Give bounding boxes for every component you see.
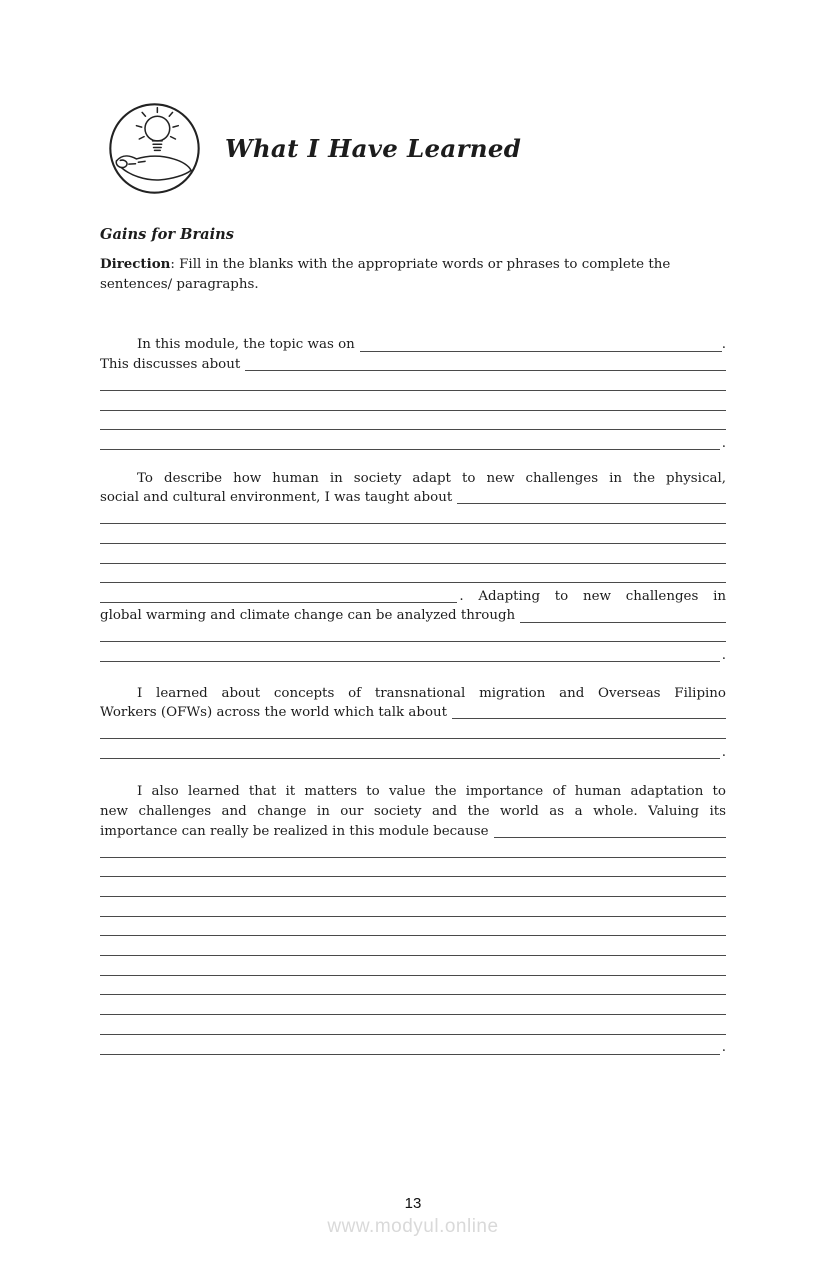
answer-blank-line — [100, 395, 726, 415]
answer-blank-line — [100, 547, 726, 567]
answer-blank-line — [100, 375, 726, 395]
answer-blank — [245, 370, 726, 371]
period: . — [721, 647, 726, 663]
paragraph-3 — [100, 684, 726, 763]
paragraph-text: social and cultural environment, I was taught about — [100, 490, 453, 506]
answer-blank-lines — [100, 723, 726, 743]
answer-blank — [360, 351, 722, 352]
direction-label: Direction — [100, 256, 171, 272]
answer-blank-line — [100, 979, 726, 999]
page-title: What I Have Learned — [225, 134, 522, 163]
module-section-header — [100, 101, 726, 196]
paragraph-text: global warming and climate change can be analyzed through — [100, 608, 516, 624]
answer-blank — [100, 758, 720, 759]
answer-blank-line — [100, 723, 726, 743]
period: . — [721, 744, 726, 760]
answer-blank-line — [100, 960, 726, 980]
answer-blank — [520, 622, 726, 623]
answer-blank — [494, 837, 726, 838]
period: . — [721, 1040, 726, 1056]
fill-in-line — [100, 606, 726, 626]
paragraph-4 — [100, 782, 726, 1058]
paragraph-text-line: I learned about concepts of transnational migration and Overseas Filipino — [137, 685, 726, 701]
answer-blank-lines — [100, 626, 726, 646]
page-content — [0, 101, 826, 1058]
fill-in-line — [100, 703, 726, 723]
answer-blank — [100, 602, 457, 603]
paragraph-text: In this module, the topic was on — [137, 337, 355, 353]
fill-in-line — [100, 822, 726, 842]
direction-line-1-rest: : Fill in the blanks with the appropriate words or phrases to complete the — [170, 257, 671, 272]
answer-blank-line — [100, 881, 726, 901]
paragraph-text: This discusses about — [100, 357, 241, 373]
answer-blank-lines — [100, 841, 726, 1038]
paragraph-text-line: new challenges and change in our society and the world as a whole. Valuing its — [100, 804, 726, 820]
answer-blank-line — [100, 528, 726, 548]
period: . — [721, 337, 726, 353]
fill-in-line — [100, 335, 726, 355]
direction-line-1 — [100, 255, 726, 275]
answer-blank-line — [100, 920, 726, 940]
period: . — [721, 435, 726, 451]
answer-blank-line — [100, 861, 726, 881]
fill-in-line — [100, 587, 726, 607]
fill-in-line — [100, 355, 726, 375]
paragraph-text-line: To describe how human in society adapt to new challenges in the physical, — [137, 470, 726, 486]
answer-blank-line — [100, 1019, 726, 1039]
answer-blank-line — [100, 508, 726, 528]
paragraph-text: . Adapting to new challenges in — [459, 588, 726, 604]
answer-blank — [457, 503, 726, 504]
answer-blank — [100, 449, 720, 450]
answer-blank-line — [100, 841, 726, 861]
answer-blank-line — [100, 414, 726, 434]
page-footer — [0, 1195, 826, 1238]
answer-blank-lines — [100, 375, 726, 434]
answer-blank — [100, 661, 720, 662]
paragraph-text: Workers (OFWs) across the world which talk about — [100, 705, 448, 721]
watermark-text: www.modyul.online — [327, 1216, 499, 1237]
direction-text — [100, 255, 726, 294]
fill-in-line — [100, 434, 726, 454]
paragraph-text: importance can really be realized in this module because — [100, 823, 489, 839]
answer-blank-line — [100, 901, 726, 921]
direction-line-2: sentences/ paragraphs. — [100, 276, 259, 292]
fill-in-line — [100, 646, 726, 666]
fill-in-line — [100, 743, 726, 763]
activity-title: Gains for Brains — [100, 226, 235, 243]
fill-in-line — [100, 1038, 726, 1058]
answer-blank-line — [100, 999, 726, 1019]
hand-holding-lightbulb-icon — [107, 101, 202, 196]
fill-in-line — [100, 488, 726, 508]
paragraph-text-line: I also learned that it matters to value the importance of human adaptation to — [137, 784, 726, 800]
paragraph-2 — [100, 469, 726, 666]
paragraph-1 — [100, 335, 726, 453]
answer-blank-line — [100, 567, 726, 587]
answer-blank — [452, 718, 726, 719]
answer-blank — [100, 1054, 720, 1055]
answer-blank-lines — [100, 508, 726, 587]
page-number: 13 — [404, 1195, 422, 1212]
answer-blank-line — [100, 940, 726, 960]
answer-blank-line — [100, 626, 726, 646]
